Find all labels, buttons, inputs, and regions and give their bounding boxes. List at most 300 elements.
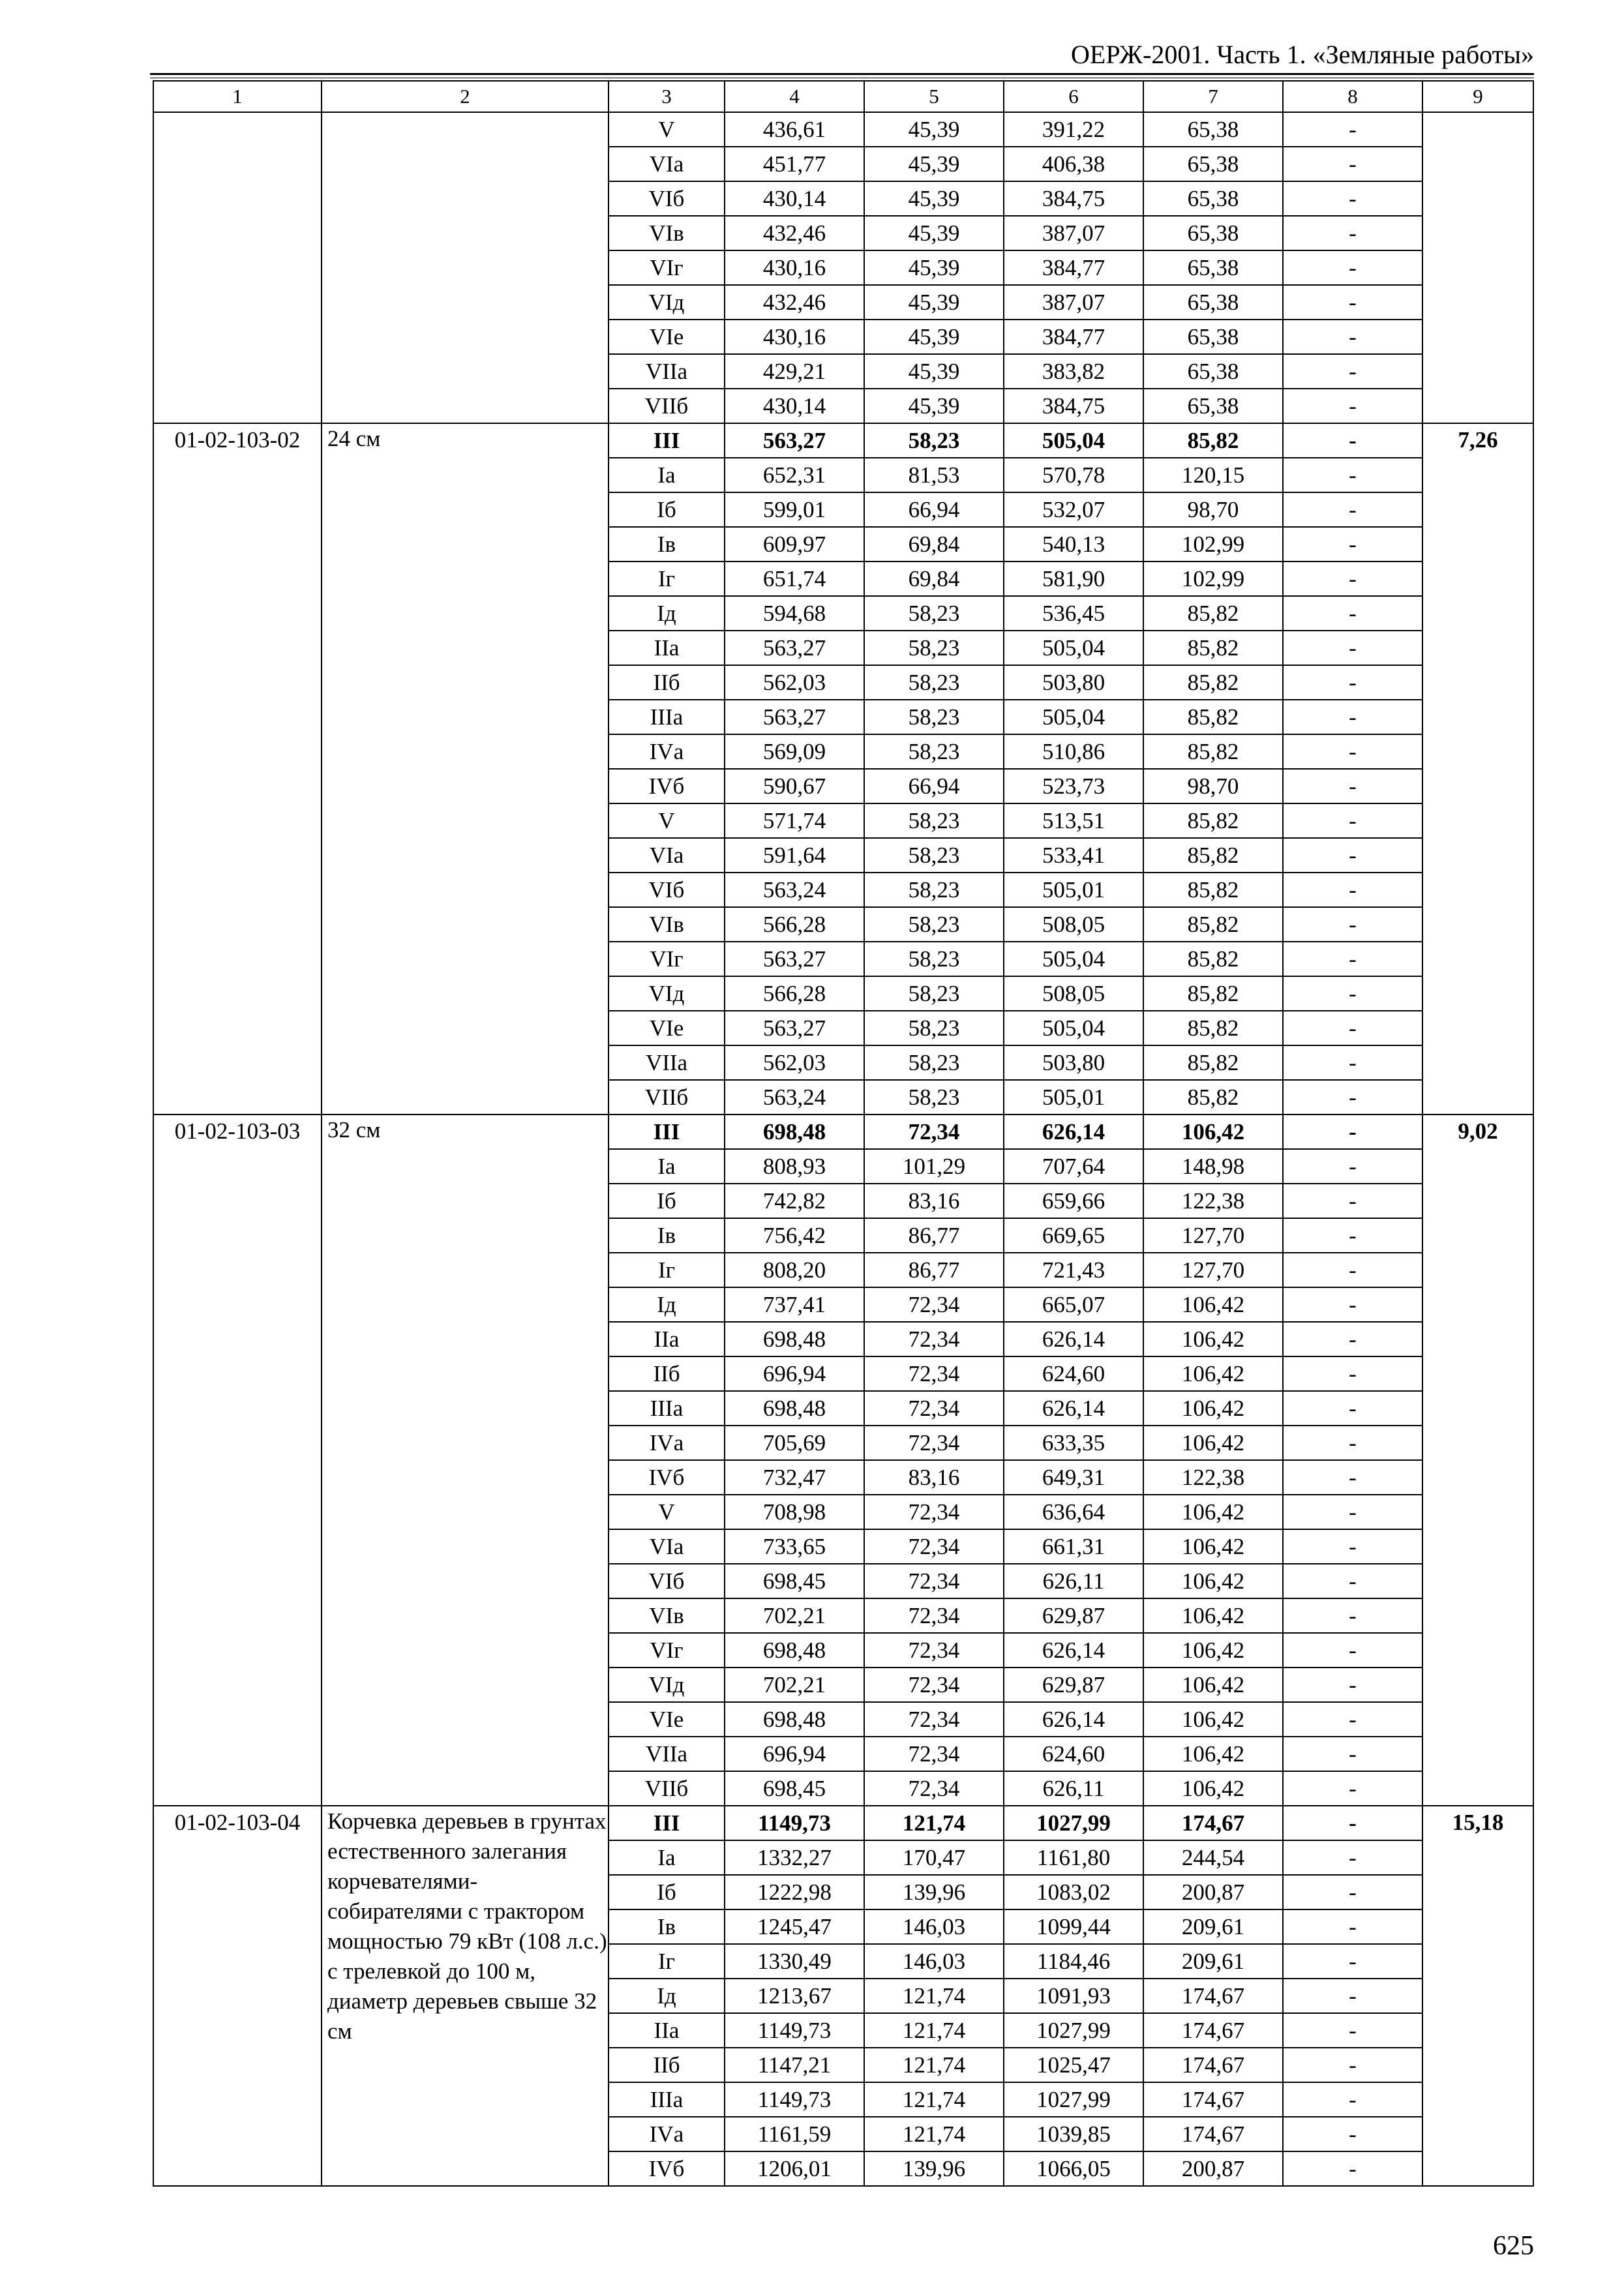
- soil-group-cell: VIб: [609, 873, 725, 907]
- value-cell: 209,61: [1143, 1909, 1283, 1944]
- value-cell: 83,16: [864, 1184, 1004, 1218]
- value-cell: 72,34: [864, 1668, 1004, 1702]
- value-cell: 72,34: [864, 1391, 1004, 1426]
- value-cell: 387,07: [1004, 285, 1143, 320]
- value-cell: -: [1283, 1840, 1422, 1875]
- value-cell: 65,38: [1143, 147, 1283, 181]
- value-cell: 58,23: [864, 596, 1004, 631]
- value-cell: 702,21: [725, 1598, 864, 1633]
- value-cell: 721,43: [1004, 1253, 1143, 1287]
- value-cell: -: [1283, 734, 1422, 769]
- soil-group-cell: Iб: [609, 1875, 725, 1909]
- value-cell: 85,82: [1143, 1080, 1283, 1115]
- value-cell: 85,82: [1143, 942, 1283, 976]
- column-number: 9: [1422, 81, 1533, 112]
- value-cell: -: [1283, 838, 1422, 873]
- value-cell: 808,20: [725, 1253, 864, 1287]
- value-cell: -: [1283, 2013, 1422, 2048]
- value-cell: 72,34: [864, 1702, 1004, 1737]
- value-cell: 523,73: [1004, 769, 1143, 803]
- value-cell: 698,48: [725, 1115, 864, 1149]
- value-cell: 127,70: [1143, 1253, 1283, 1287]
- soil-group-cell: VIIа: [609, 354, 725, 389]
- column-number: 5: [864, 81, 1004, 112]
- value-cell: -: [1283, 907, 1422, 942]
- value-cell: 1222,98: [725, 1875, 864, 1909]
- value-cell: -: [1283, 112, 1422, 147]
- value-cell: -: [1283, 1253, 1422, 1287]
- value-cell: 505,01: [1004, 873, 1143, 907]
- value-cell: 106,42: [1143, 1495, 1283, 1529]
- value-cell: -: [1283, 1495, 1422, 1529]
- value-cell: 590,67: [725, 769, 864, 803]
- value-cell: 1027,99: [1004, 1806, 1143, 1840]
- value-cell: 106,42: [1143, 1115, 1283, 1149]
- soil-group-cell: VIв: [609, 216, 725, 250]
- value-cell: 106,42: [1143, 1702, 1283, 1737]
- value-cell: -: [1283, 942, 1422, 976]
- value-cell: 1184,46: [1004, 1944, 1143, 1979]
- value-cell: 698,48: [725, 1702, 864, 1737]
- value-cell: -: [1283, 700, 1422, 734]
- value-cell: 106,42: [1143, 1633, 1283, 1668]
- value-cell: 505,04: [1004, 423, 1143, 458]
- value-cell: 66,94: [864, 492, 1004, 527]
- value-cell: 72,34: [864, 1771, 1004, 1806]
- value-cell: 1091,93: [1004, 1979, 1143, 2013]
- value-cell: 85,82: [1143, 1045, 1283, 1080]
- value-cell: 86,77: [864, 1218, 1004, 1253]
- value-cell: 101,29: [864, 1149, 1004, 1184]
- value-cell: -: [1283, 1322, 1422, 1356]
- value-cell: -: [1283, 1737, 1422, 1771]
- value-cell: 146,03: [864, 1944, 1004, 1979]
- value-cell: 121,74: [864, 2117, 1004, 2151]
- value-cell: 65,38: [1143, 112, 1283, 147]
- soil-group-cell: IIб: [609, 1356, 725, 1391]
- value-cell: 563,27: [725, 1011, 864, 1045]
- value-cell: 626,14: [1004, 1391, 1143, 1426]
- value-cell: 733,65: [725, 1529, 864, 1564]
- value-cell: 65,38: [1143, 389, 1283, 423]
- value-cell: 106,42: [1143, 1598, 1283, 1633]
- column-number: 7: [1143, 81, 1283, 112]
- value-cell: 808,93: [725, 1149, 864, 1184]
- value-cell: 609,97: [725, 527, 864, 561]
- value-cell: 599,01: [725, 492, 864, 527]
- soil-group-cell: Iд: [609, 1287, 725, 1322]
- item-code: 01-02-103-03: [153, 1115, 322, 1806]
- value-cell: 45,39: [864, 112, 1004, 147]
- soil-group-cell: VIд: [609, 1668, 725, 1702]
- value-cell: 698,45: [725, 1771, 864, 1806]
- value-cell: 626,14: [1004, 1702, 1143, 1737]
- value-cell: 669,65: [1004, 1218, 1143, 1253]
- value-cell: -: [1283, 769, 1422, 803]
- value-cell: 139,96: [864, 2151, 1004, 2186]
- value-cell: 1066,05: [1004, 2151, 1143, 2186]
- value-cell: 698,48: [725, 1322, 864, 1356]
- soil-group-cell: VIг: [609, 250, 725, 285]
- value-cell: 626,11: [1004, 1771, 1143, 1806]
- value-cell: 139,96: [864, 1875, 1004, 1909]
- value-cell: 430,14: [725, 181, 864, 216]
- soil-group-cell: IIа: [609, 2013, 725, 2048]
- value-cell: 569,09: [725, 734, 864, 769]
- soil-group-cell: VIIб: [609, 1080, 725, 1115]
- value-cell: 563,27: [725, 942, 864, 976]
- value-cell: 1039,85: [1004, 2117, 1143, 2151]
- value-cell: 72,34: [864, 1356, 1004, 1391]
- value-cell: 510,86: [1004, 734, 1143, 769]
- value-cell: 513,51: [1004, 803, 1143, 838]
- value-cell: 508,05: [1004, 976, 1143, 1011]
- price-table: [153, 80, 1534, 2187]
- value-cell: -: [1283, 1702, 1422, 1737]
- value-cell: 83,16: [864, 1460, 1004, 1495]
- value-cell: 1025,47: [1004, 2048, 1143, 2082]
- soil-group-cell: IVб: [609, 1460, 725, 1495]
- value-cell: 626,11: [1004, 1564, 1143, 1598]
- soil-group-cell: Iд: [609, 596, 725, 631]
- value-cell: 626,14: [1004, 1115, 1143, 1149]
- table-row: [153, 1806, 1533, 1840]
- page-number: 625: [1493, 2231, 1534, 2261]
- value-cell: 1027,99: [1004, 2013, 1143, 2048]
- value-cell: 1083,02: [1004, 1875, 1143, 1909]
- value-cell: -: [1283, 976, 1422, 1011]
- value-cell: 505,04: [1004, 942, 1143, 976]
- soil-group-cell: VIIа: [609, 1737, 725, 1771]
- value-cell: -: [1283, 561, 1422, 596]
- value-cell: 106,42: [1143, 1426, 1283, 1460]
- value-cell: 536,45: [1004, 596, 1143, 631]
- value-cell: -: [1283, 1564, 1422, 1598]
- value-cell: 1099,44: [1004, 1909, 1143, 1944]
- value-cell: 451,77: [725, 147, 864, 181]
- value-cell: 85,82: [1143, 907, 1283, 942]
- value-cell: 174,67: [1143, 2048, 1283, 2082]
- value-cell: -: [1283, 389, 1422, 423]
- value-cell: 384,75: [1004, 389, 1143, 423]
- soil-group-cell: VIб: [609, 1564, 725, 1598]
- soil-group-cell: VIд: [609, 976, 725, 1011]
- value-cell: 432,46: [725, 216, 864, 250]
- value-cell: 737,41: [725, 1287, 864, 1322]
- value-cell: 58,23: [864, 873, 1004, 907]
- value-cell: 756,42: [725, 1218, 864, 1253]
- value-cell: 540,13: [1004, 527, 1143, 561]
- value-cell: -: [1283, 216, 1422, 250]
- soil-group-cell: VIе: [609, 1011, 725, 1045]
- value-cell: 85,82: [1143, 423, 1283, 458]
- value-cell: 629,87: [1004, 1668, 1143, 1702]
- value-cell: 651,74: [725, 561, 864, 596]
- value-cell: 707,64: [1004, 1149, 1143, 1184]
- value-cell: 86,77: [864, 1253, 1004, 1287]
- value-cell: 58,23: [864, 734, 1004, 769]
- value-cell: 72,34: [864, 1598, 1004, 1633]
- value-cell: 1149,73: [725, 1806, 864, 1840]
- value-cell: 384,77: [1004, 320, 1143, 354]
- soil-group-cell: IVа: [609, 2117, 725, 2151]
- value-cell: 72,34: [864, 1737, 1004, 1771]
- value-cell: 244,54: [1143, 1840, 1283, 1875]
- value-cell: -: [1283, 1184, 1422, 1218]
- value-cell: 566,28: [725, 907, 864, 942]
- value-cell: 430,16: [725, 250, 864, 285]
- value-cell: -: [1283, 2151, 1422, 2186]
- soil-group-cell: IIб: [609, 2048, 725, 2082]
- value-cell: 106,42: [1143, 1771, 1283, 1806]
- value-cell: 85,82: [1143, 631, 1283, 665]
- value-cell: 742,82: [725, 1184, 864, 1218]
- soil-group-cell: VIг: [609, 942, 725, 976]
- value-cell: 58,23: [864, 838, 1004, 873]
- value-cell: -: [1283, 1979, 1422, 2013]
- soil-group-cell: III: [609, 1806, 725, 1840]
- value-cell: 174,67: [1143, 2082, 1283, 2117]
- soil-group-cell: Iв: [609, 1218, 725, 1253]
- value-cell: 58,23: [864, 631, 1004, 665]
- value-cell: -: [1283, 1633, 1422, 1668]
- column-number: 8: [1283, 81, 1422, 112]
- value-cell: 65,38: [1143, 181, 1283, 216]
- value-cell: 652,31: [725, 458, 864, 492]
- soil-group-cell: Iб: [609, 492, 725, 527]
- page-header: ОЕРЖ-2001. Часть 1. «Земляные работы»: [1071, 40, 1534, 69]
- value-cell: 659,66: [1004, 1184, 1143, 1218]
- value-cell: 626,14: [1004, 1322, 1143, 1356]
- value-cell: 45,39: [864, 389, 1004, 423]
- value-cell: 508,05: [1004, 907, 1143, 942]
- value-cell: -: [1283, 1287, 1422, 1322]
- value-cell: 85,82: [1143, 665, 1283, 700]
- value-cell: 1330,49: [725, 1944, 864, 1979]
- value-cell: 72,34: [864, 1495, 1004, 1529]
- column-number: 1: [153, 81, 322, 112]
- value-cell: 45,39: [864, 181, 1004, 216]
- soil-group-cell: VIIб: [609, 389, 725, 423]
- soil-group-cell: IIIа: [609, 2082, 725, 2117]
- soil-group-cell: VIа: [609, 1529, 725, 1564]
- soil-group-cell: V: [609, 803, 725, 838]
- value-cell: 85,82: [1143, 734, 1283, 769]
- value-cell: 106,42: [1143, 1391, 1283, 1426]
- value-cell: 146,03: [864, 1909, 1004, 1944]
- table-body: [153, 81, 1533, 2186]
- value-cell: -: [1283, 1944, 1422, 1979]
- value-cell: 58,23: [864, 1045, 1004, 1080]
- value-cell: 58,23: [864, 907, 1004, 942]
- value-cell: 72,34: [864, 1115, 1004, 1149]
- value-cell: 505,04: [1004, 700, 1143, 734]
- value-cell: 200,87: [1143, 2151, 1283, 2186]
- value-cell: 1147,21: [725, 2048, 864, 2082]
- value-cell: 72,34: [864, 1322, 1004, 1356]
- value-cell: 1245,47: [725, 1909, 864, 1944]
- value-cell: 200,87: [1143, 1875, 1283, 1909]
- value-cell: 1161,59: [725, 2117, 864, 2151]
- value-cell: 1213,67: [725, 1979, 864, 2013]
- value-cell: -: [1283, 492, 1422, 527]
- value-cell: 65,38: [1143, 285, 1283, 320]
- column-number: 3: [609, 81, 725, 112]
- value-cell: 696,94: [725, 1356, 864, 1391]
- value-cell: 732,47: [725, 1460, 864, 1495]
- value-cell: 72,34: [864, 1633, 1004, 1668]
- value-cell: 698,48: [725, 1633, 864, 1668]
- value-cell: 85,82: [1143, 976, 1283, 1011]
- soil-group-cell: VIIа: [609, 1045, 725, 1080]
- item-name: 32 см: [322, 1115, 609, 1806]
- soil-group-cell: III: [609, 423, 725, 458]
- value-cell: -: [1283, 320, 1422, 354]
- value-cell: 430,14: [725, 389, 864, 423]
- value-cell: 1027,99: [1004, 2082, 1143, 2117]
- value-cell: 594,68: [725, 596, 864, 631]
- value-cell: 72,34: [864, 1529, 1004, 1564]
- value-cell: 591,64: [725, 838, 864, 873]
- value-cell: 106,42: [1143, 1737, 1283, 1771]
- value-cell: 505,04: [1004, 1011, 1143, 1045]
- value-cell: 85,82: [1143, 803, 1283, 838]
- soil-group-cell: IVа: [609, 734, 725, 769]
- value-cell: 705,69: [725, 1426, 864, 1460]
- value-cell: 1332,27: [725, 1840, 864, 1875]
- soil-group-cell: VIб: [609, 181, 725, 216]
- soil-group-cell: Iа: [609, 1840, 725, 1875]
- value-cell: 391,22: [1004, 112, 1143, 147]
- value-cell: 85,82: [1143, 700, 1283, 734]
- soil-group-cell: III: [609, 1115, 725, 1149]
- value-cell: -: [1283, 250, 1422, 285]
- column-number: 2: [322, 81, 609, 112]
- value-cell: 69,84: [864, 561, 1004, 596]
- value-cell: 121,74: [864, 1806, 1004, 1840]
- value-cell: -: [1283, 803, 1422, 838]
- soil-group-cell: VIа: [609, 147, 725, 181]
- value-cell: -: [1283, 458, 1422, 492]
- column-number: 6: [1004, 81, 1143, 112]
- value-cell: -: [1283, 423, 1422, 458]
- value-cell: 106,42: [1143, 1356, 1283, 1391]
- value-cell: 633,35: [1004, 1426, 1143, 1460]
- value-cell: 562,03: [725, 665, 864, 700]
- value-cell: 384,75: [1004, 181, 1143, 216]
- soil-group-cell: IIа: [609, 1322, 725, 1356]
- value-cell: 532,07: [1004, 492, 1143, 527]
- value-cell: 106,42: [1143, 1287, 1283, 1322]
- labor-norm: 9,02: [1422, 1115, 1533, 1806]
- item-name: 24 см: [322, 423, 609, 1115]
- labor-norm: 7,26: [1422, 423, 1533, 1115]
- value-cell: 696,94: [725, 1737, 864, 1771]
- value-cell: 566,28: [725, 976, 864, 1011]
- soil-group-cell: VIа: [609, 838, 725, 873]
- value-cell: 58,23: [864, 803, 1004, 838]
- value-cell: 649,31: [1004, 1460, 1143, 1495]
- column-number-row: [153, 81, 1533, 112]
- value-cell: 58,23: [864, 942, 1004, 976]
- value-cell: 69,84: [864, 527, 1004, 561]
- soil-group-cell: Iг: [609, 1944, 725, 1979]
- value-cell: 102,99: [1143, 527, 1283, 561]
- soil-group-cell: IIа: [609, 631, 725, 665]
- value-cell: 174,67: [1143, 1806, 1283, 1840]
- labor-norm: 15,18: [1422, 1806, 1533, 2186]
- value-cell: -: [1283, 1875, 1422, 1909]
- value-cell: 121,74: [864, 1979, 1004, 2013]
- value-cell: -: [1283, 181, 1422, 216]
- value-cell: 120,15: [1143, 458, 1283, 492]
- value-cell: 58,23: [864, 976, 1004, 1011]
- labor-norm: [1422, 112, 1533, 423]
- value-cell: 505,01: [1004, 1080, 1143, 1115]
- value-cell: 66,94: [864, 769, 1004, 803]
- value-cell: -: [1283, 1909, 1422, 1944]
- value-cell: 45,39: [864, 250, 1004, 285]
- value-cell: 121,74: [864, 2013, 1004, 2048]
- value-cell: 698,45: [725, 1564, 864, 1598]
- value-cell: 58,23: [864, 700, 1004, 734]
- value-cell: 58,23: [864, 665, 1004, 700]
- value-cell: -: [1283, 1080, 1422, 1115]
- value-cell: -: [1283, 354, 1422, 389]
- value-cell: 106,42: [1143, 1668, 1283, 1702]
- value-cell: 698,48: [725, 1391, 864, 1426]
- value-cell: 72,34: [864, 1426, 1004, 1460]
- value-cell: 102,99: [1143, 561, 1283, 596]
- value-cell: 65,38: [1143, 216, 1283, 250]
- soil-group-cell: Iа: [609, 458, 725, 492]
- item-name: Корчевка деревьев в грунтах естественного залегания корчевателями-собирателями с трактором мощностью 79 кВт (108 л.с.) с трелевкой до 100 м, диаметр деревьев свыше 32 см: [322, 1806, 609, 2186]
- value-cell: 429,21: [725, 354, 864, 389]
- soil-group-cell: VIд: [609, 285, 725, 320]
- value-cell: -: [1283, 1045, 1422, 1080]
- value-cell: 636,64: [1004, 1495, 1143, 1529]
- item-code: 01-02-103-04: [153, 1806, 322, 2186]
- value-cell: -: [1283, 1115, 1422, 1149]
- value-cell: 570,78: [1004, 458, 1143, 492]
- value-cell: 503,80: [1004, 665, 1143, 700]
- value-cell: 533,41: [1004, 838, 1143, 873]
- value-cell: 505,04: [1004, 631, 1143, 665]
- value-cell: 406,38: [1004, 147, 1143, 181]
- value-cell: 563,24: [725, 873, 864, 907]
- value-cell: 45,39: [864, 147, 1004, 181]
- value-cell: 384,77: [1004, 250, 1143, 285]
- value-cell: -: [1283, 631, 1422, 665]
- value-cell: 45,39: [864, 216, 1004, 250]
- value-cell: 127,70: [1143, 1218, 1283, 1253]
- soil-group-cell: IIIа: [609, 700, 725, 734]
- value-cell: 1149,73: [725, 2013, 864, 2048]
- value-cell: 563,27: [725, 700, 864, 734]
- soil-group-cell: Iв: [609, 527, 725, 561]
- value-cell: 581,90: [1004, 561, 1143, 596]
- soil-group-cell: VIе: [609, 1702, 725, 1737]
- value-cell: -: [1283, 1426, 1422, 1460]
- value-cell: 174,67: [1143, 2013, 1283, 2048]
- value-cell: 432,46: [725, 285, 864, 320]
- value-cell: -: [1283, 527, 1422, 561]
- soil-group-cell: Iа: [609, 1149, 725, 1184]
- value-cell: 45,39: [864, 354, 1004, 389]
- value-cell: 106,42: [1143, 1529, 1283, 1564]
- value-cell: -: [1283, 665, 1422, 700]
- value-cell: 562,03: [725, 1045, 864, 1080]
